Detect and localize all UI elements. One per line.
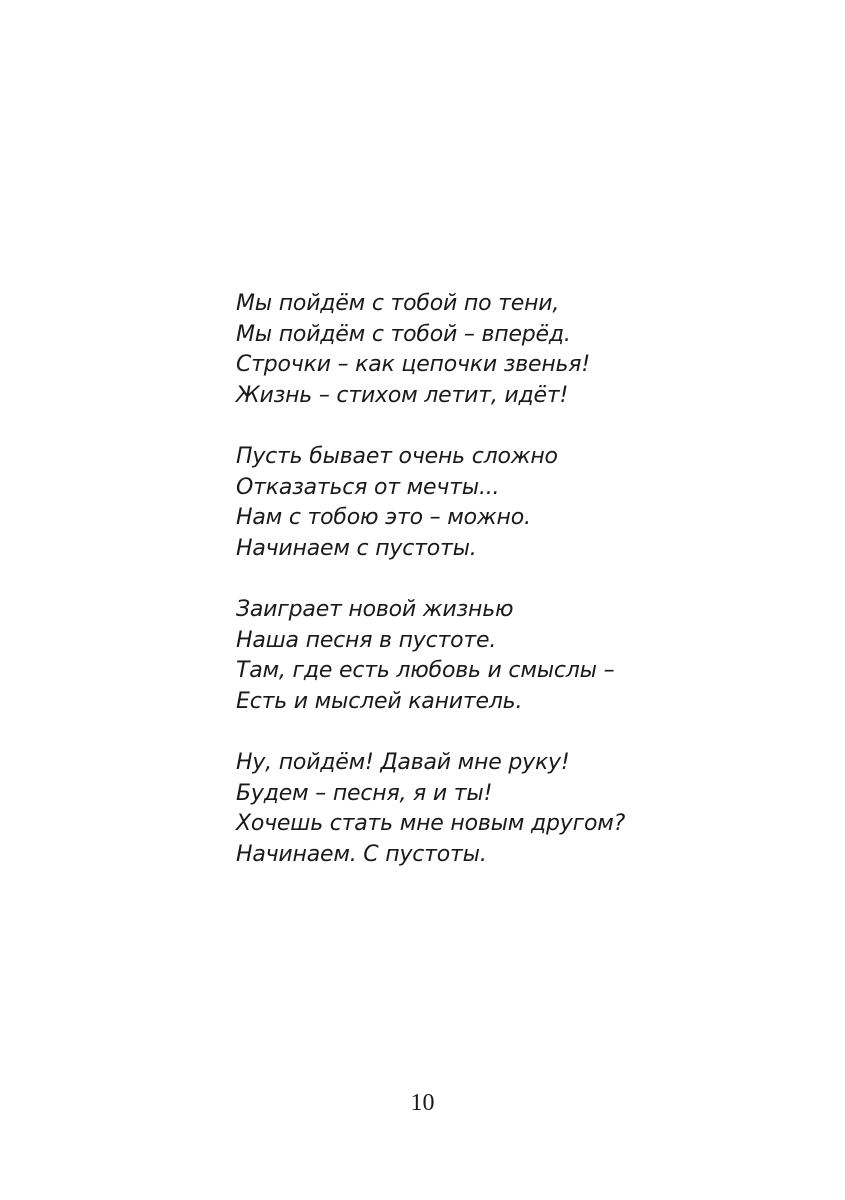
poem-line: Будем – песня, я и ты! xyxy=(236,780,493,806)
poem-line: Начинаем с пустоты. xyxy=(236,535,477,561)
poem-line: Пусть бывает очень сложно xyxy=(236,444,558,469)
poem-line: Заиграет новой жизнью xyxy=(236,597,514,622)
poem-line: Ну, пойдём! Давай мне руку! xyxy=(236,750,570,775)
poem-line: Мы пойдём с тобой по тени, xyxy=(236,291,560,316)
poem-line: Начинаем. С пустоты. xyxy=(236,841,487,867)
poem xyxy=(236,289,756,870)
poem-line: Там, где есть любовь и смыслы – xyxy=(236,658,615,683)
poem-line: Есть и мыслей канитель. xyxy=(236,688,523,714)
stanza-3 xyxy=(236,595,756,717)
stanza-divider xyxy=(236,411,756,442)
stanza-1 xyxy=(236,289,756,411)
poem-line: Нам с тобою это – можно. xyxy=(236,505,531,530)
stanza-divider xyxy=(236,564,756,595)
poem-line: Наша песня в пустоте. xyxy=(236,627,497,653)
poem-line: Мы пойдём с тобой – вперёд. xyxy=(236,321,571,347)
stanza-2 xyxy=(236,442,756,564)
stanza-4 xyxy=(236,748,756,870)
poem-line: Отказаться от мечты... xyxy=(236,474,500,500)
poem-line: Хочешь стать мне новым другом? xyxy=(236,811,626,836)
page-number: 10 xyxy=(410,1090,435,1116)
poem-line: Жизнь – стихом летит, идёт! xyxy=(236,382,569,408)
poem-line: Строчки – как цепочки звенья! xyxy=(236,352,590,377)
stanza-divider xyxy=(236,717,756,748)
